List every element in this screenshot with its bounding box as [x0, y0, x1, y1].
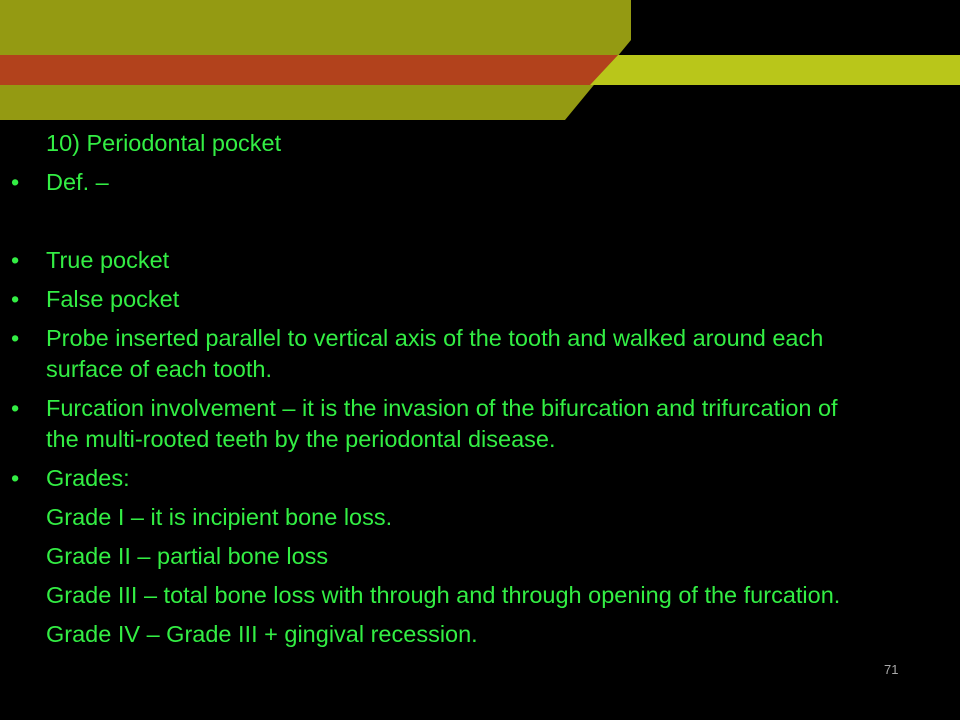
- grade-4: Grade IV – Grade III + gingival recession.: [46, 621, 478, 647]
- bullet-false-pocket: • False pocket: [0, 284, 860, 315]
- slide-heading: 10) Periodontal pocket: [46, 130, 282, 156]
- bullet-probe: • Probe inserted parallel to vertical axis of the tooth and walked around each surface of each tooth.: [0, 323, 860, 385]
- grade-1: Grade I – it is incipient bone loss.: [46, 504, 393, 530]
- bullet-true-pocket: • True pocket: [0, 245, 860, 276]
- grade-2: Grade II – partial bone loss: [46, 543, 329, 569]
- grade-3: Grade III – total bone loss with through and through opening of the furcation.: [46, 582, 841, 608]
- header-rust-stripe: [0, 55, 618, 85]
- bullet-furcation: • Furcation involvement – it is the invasion of the bifurcation and trifurcation of the multi-rooted teeth by the periodontal disease.: [0, 393, 860, 455]
- slide-body: [0, 128, 860, 658]
- header-lime-stripe: [590, 55, 960, 85]
- blank-line: [0, 206, 860, 237]
- header-decoration: [0, 0, 960, 120]
- bullet-definition: • Def. –: [0, 167, 860, 198]
- bullet-grades: • Grades:: [0, 463, 860, 494]
- page-number: 71: [884, 662, 899, 677]
